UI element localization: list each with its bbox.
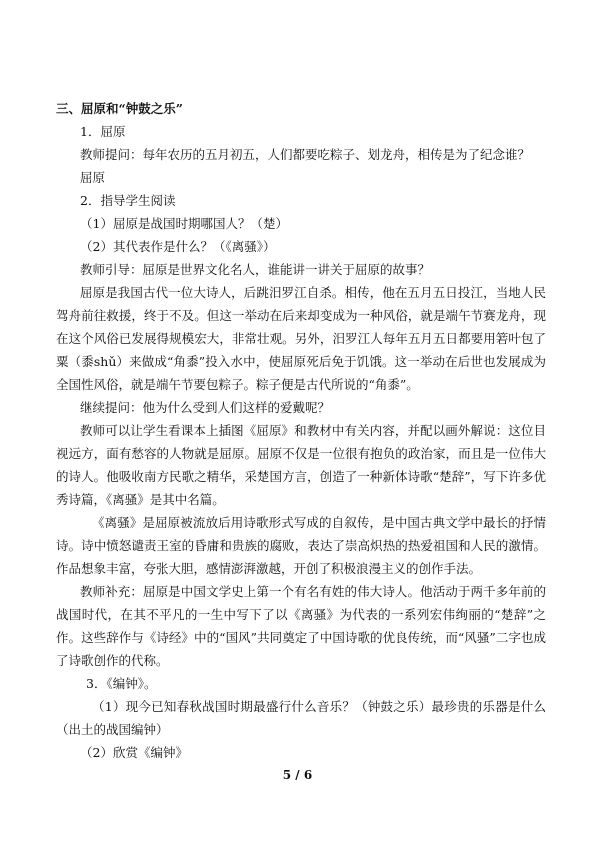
lisao-paragraph: 《离骚》是屈原被流放后用诗歌形式写成的自叙传，是中国古典文学中最长的抒情诗。诗中愤怒谴责王室的昏庸和贵族的腐败，表达了崇高炽热的热爱祖国和人民的激情。作品想象丰富，夸张大胆，感情澎湃激越，开创了积极浪漫主义的创作手法。 [56,515,546,576]
section-heading: 三、屈原和“钟鼓之乐” [56,101,183,116]
subsection-title-1: 1．屈原 [80,124,126,139]
followup-question: 继续提问：他为什么受到人们这样的爱戴呢？ [80,400,331,415]
teacher-guide: 教师引导：屈原是世界文化名人，谁能讲一讲关于屈原的故事？ [80,262,431,277]
page-number: 5 / 6 [282,768,313,782]
bell-question-1: （1）现今已知春秋战国时期最盛行什么音乐？（钟鼓之乐）最珍贵的乐器是什么（出土的战国编钟） [56,699,546,737]
story-paragraph: 屈原是我国古代一位大诗人，后跳汨罗江自杀。相传，他在五月五日投江，当地人民驾舟前往救援，终于不及。但这一举动在后来却变成为一种风俗，就是端午节赛龙舟，现在这个风俗已发展得规模宏大，非常壮观。另外，汨罗江人每年五月五日都要用箬叶包了粟（黍shǔ）来做成“角黍”投入水中，使屈原死后免于饥饿。这一举动在后世也发展成为全国性风俗，就是端午节要包粽子。粽子便是古代所说的“角黍”。 [56,285,546,392]
reading-question-2: （2）其代表作是什么？（《离骚》） [80,239,276,254]
supplement-paragraph: 教师补充：屈原是中国文学史上第一个有名有姓的伟大诗人。他活动于两千多年前的战国时代，在其不平凡的一生中写下了以《离骚》为代表的一系列宏伟绚丽的“楚辞”之作。这些辞作与《诗经》中的“国风”共同奠定了中国诗歌的优良传统，而“风骚”二字也成了诗歌创作的代称。 [56,584,546,668]
bell-question-2: （2）欣赏《编钟》 [80,745,188,760]
teacher-question: 教师提问：每年农历的五月初五，人们都要吃粽子、划龙舟，相传是为了纪念谁？ [80,147,531,162]
reading-question-1: （1）屈原是战国时期哪国人？（楚） [80,216,288,231]
subsection-title-2: 2．指导学生阅读 [80,193,176,208]
answer: 屈原 [80,170,106,185]
subsection-title-3: 3．《编钟》。 [86,676,157,691]
teacher-paragraph: 教师可以让学生看课本上插图《屈原》和教材中有关内容，并配以画外解说：这位目视远方，面有愁容的人物就是屈原。屈原不仅是一位很有抱负的政治家，而且是一位伟大的诗人。他吸收南方民歌之精华，采楚国方言，创造了一种新体诗歌“楚辞”，写下许多优秀诗篇，《离骚》是其中名篇。 [56,423,546,507]
document-body [56,97,546,764]
